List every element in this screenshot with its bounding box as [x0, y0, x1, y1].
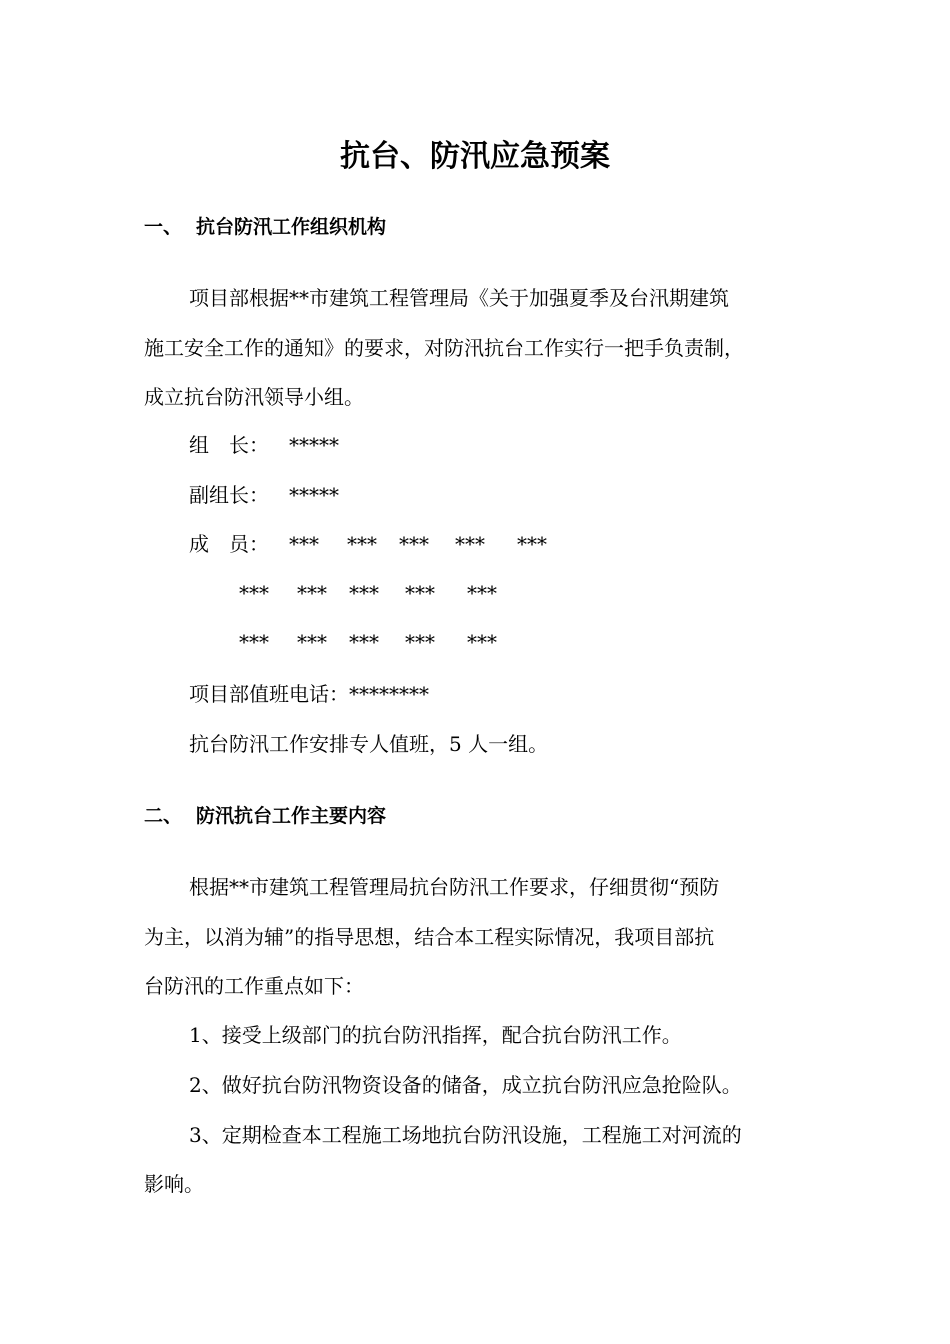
duty-arrangement: 抗台防汛工作安排专人值班，5 人一组。	[189, 732, 549, 756]
section-2-title: 防汛抗台工作主要内容	[196, 805, 387, 827]
member-name: ***	[347, 532, 377, 556]
member-name: ***	[239, 630, 269, 654]
member-name: ***	[399, 532, 429, 556]
members-row	[189, 530, 567, 558]
members-label: 成 员：	[189, 532, 269, 556]
member-name: ***	[467, 630, 497, 654]
member-name: ***	[297, 581, 327, 605]
member-name: ***	[289, 532, 319, 556]
section-2-paragraph-line: 根据**市建筑工程管理局抗台防汛工作要求，仔细贯彻“预防	[189, 875, 720, 899]
members-names	[239, 628, 517, 656]
work-item-3: 3、定期检查本工程施工场地抗台防汛设施，工程施工对河流的	[189, 1123, 742, 1147]
section-2-paragraph-line: 台防汛的工作重点如下：	[144, 974, 364, 998]
members-row	[239, 579, 517, 607]
section-2-number: 二、	[144, 805, 183, 827]
section-2-paragraph-line: 为主，以消为辅”的指导思想，结合本工程实际情况，我项目部抗	[144, 925, 715, 949]
member-name: ***	[405, 581, 435, 605]
member-name: ***	[405, 630, 435, 654]
section-1-paragraph-line: 项目部根据**市建筑工程管理局《关于加强夏季及台汛期建筑	[189, 286, 729, 310]
section-1-paragraph-line: 施工安全工作的通知》的要求，对防汛抗台工作实行一把手负责制，	[144, 336, 744, 360]
section-2-heading	[144, 803, 386, 829]
member-name: ***	[455, 532, 485, 556]
member-name: ***	[239, 581, 269, 605]
leader-row	[189, 431, 339, 459]
deputy-row	[189, 481, 339, 509]
leader-value: *****	[289, 433, 339, 457]
members-names	[239, 579, 517, 607]
work-item-2: 2、做好抗台防汛物资设备的储备，成立抗台防汛应急抢险队。	[189, 1073, 742, 1097]
member-name: ***	[467, 581, 497, 605]
member-name: ***	[349, 581, 379, 605]
deputy-label: 副组长：	[189, 483, 269, 507]
document-title: 抗台、防汛应急预案	[340, 139, 610, 174]
member-name: ***	[517, 532, 547, 556]
section-1-heading	[144, 214, 386, 240]
section-1-title: 抗台防汛工作组织机构	[196, 216, 387, 238]
leader-label: 组 长：	[189, 433, 269, 457]
duty-phone: 项目部值班电话：********	[189, 682, 429, 706]
deputy-value: *****	[289, 483, 339, 507]
members-names	[289, 530, 567, 558]
section-1-paragraph-line: 成立抗台防汛领导小组。	[144, 385, 364, 409]
section-1-number: 一、	[144, 216, 183, 238]
members-row	[239, 628, 517, 656]
work-item-3-continued: 影响。	[144, 1172, 204, 1196]
member-name: ***	[297, 630, 327, 654]
work-item-1: 1、接受上级部门的抗台防汛指挥，配合抗台防汛工作。	[189, 1023, 682, 1047]
member-name: ***	[349, 630, 379, 654]
